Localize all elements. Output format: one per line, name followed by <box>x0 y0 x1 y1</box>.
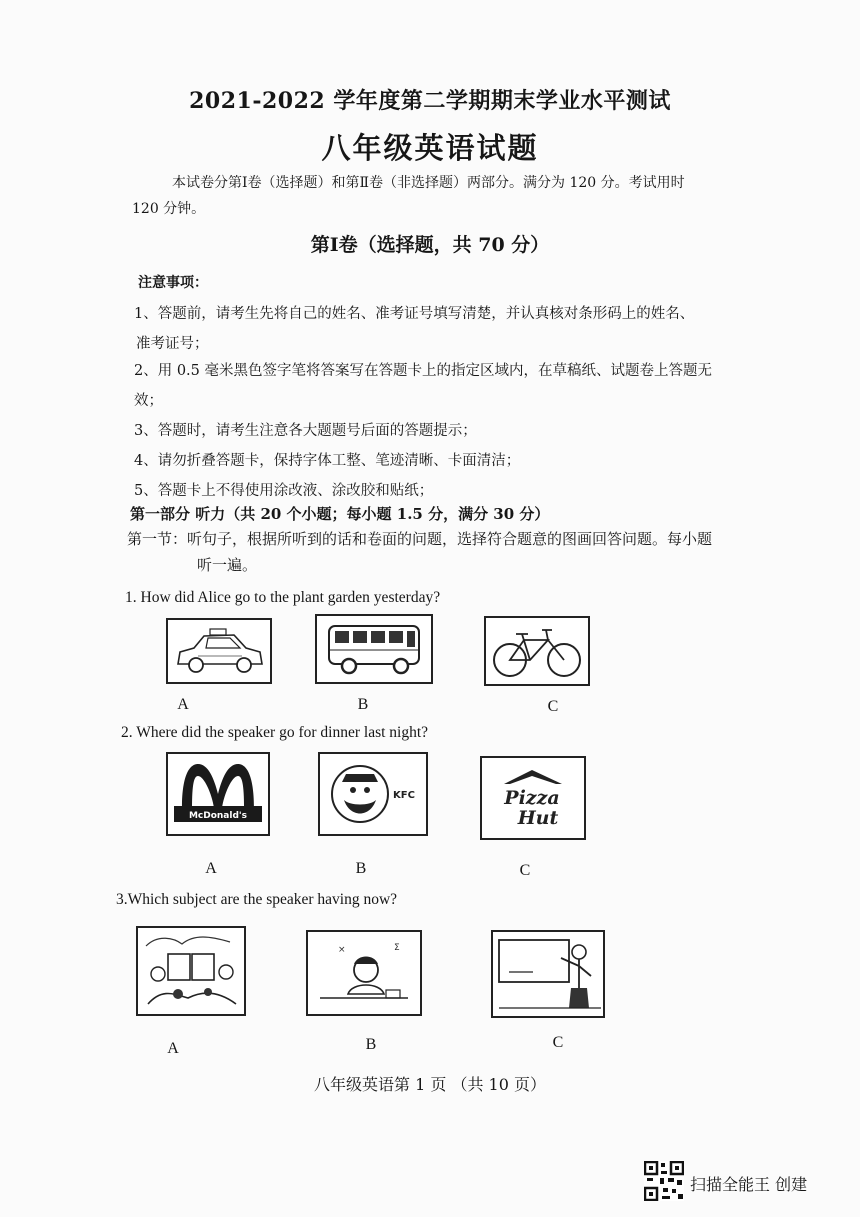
part-heading: 第一部分 听力（共 20 个小题；每小题 1.5 分，满分 30 分） <box>130 505 550 523</box>
exam-title-line1: 2021-2022 学年度第二学期期末学业水平测试 <box>189 88 671 114</box>
option-3b-label: B <box>365 1036 377 1053</box>
option-1c-image[interactable] <box>484 616 590 686</box>
intro-text-1: 本试卷分第Ⅰ卷（选择题）和第Ⅱ卷（非选择题）两部分。满分为 120 分。考试用时 <box>172 175 685 191</box>
scanner-watermark-text: 扫描全能王 创建 <box>690 1175 808 1194</box>
pizza-hut-logo <box>482 758 584 838</box>
svg-text:Σ: Σ <box>394 943 400 953</box>
hut-text: Hut <box>517 807 559 829</box>
section-title: 第Ⅰ卷（选择题，共 70 分） <box>310 234 550 256</box>
mcdonalds-logo <box>168 754 268 834</box>
question-1-text: 1. How did Alice go to the plant garden yesterday? <box>125 589 441 606</box>
art-class-picture <box>138 928 244 1014</box>
option-3c-label: C <box>552 1034 564 1051</box>
svg-text:×: × <box>338 945 346 955</box>
subsection-line-1: 第一节：听句子，根据所听到的话和卷面的问题，选择符合题意的图画回答问题。每小题 <box>127 530 713 548</box>
exam-title-line2: 八年级英语试题 <box>321 131 539 165</box>
note-item: 2、用 0.5 毫米黑色签字笔将答案写在答题卡上的指定区域内，在草稿纸、试题卷上答题无 <box>134 363 712 379</box>
option-1b-image[interactable] <box>315 614 433 684</box>
subsection-line-2: 听一遍。 <box>197 556 258 574</box>
notes-title: 注意事项： <box>138 275 208 291</box>
student-writing-picture <box>308 932 420 1014</box>
intro-paragraph <box>132 170 790 222</box>
option-1a-image[interactable] <box>166 618 272 684</box>
qr-code-icon <box>644 1161 684 1201</box>
note-item: 4、请勿折叠答题卡，保持字体工整、笔迹清晰、卡面清洁； <box>134 453 521 469</box>
option-2b-label: B <box>355 860 367 877</box>
page-footer: 八年级英语第 1 页 （共 10 页） <box>314 1075 546 1094</box>
option-3c-image[interactable] <box>491 930 605 1018</box>
bus-icon <box>317 616 431 682</box>
option-1c-label: C <box>547 698 559 715</box>
question-3-text: 3.Which subject are the speaker having now? <box>116 891 398 908</box>
option-2c-image[interactable] <box>480 756 586 840</box>
option-2b-image[interactable] <box>318 752 428 836</box>
option-2c-label: C <box>519 862 531 879</box>
note-item: 5、答题卡上不得使用涂改液、涂改胶和贴纸； <box>134 483 434 499</box>
note-item: 1、答题前，请考生先将自己的姓名、准考证号填写清楚，并认真核对条形码上的姓名、 <box>134 306 695 322</box>
bicycle-icon <box>486 618 588 684</box>
option-3a-label: A <box>167 1040 179 1057</box>
option-3a-image[interactable] <box>136 926 246 1016</box>
pizza-text: Pizza <box>504 787 560 809</box>
option-1a-label: A <box>177 696 189 713</box>
kfc-logo <box>320 754 426 834</box>
question-2-text: 2. Where did the speaker go for dinner last night? <box>121 724 429 741</box>
note-item: 准考证号； <box>136 336 209 352</box>
option-3b-image[interactable] <box>306 930 422 1016</box>
note-item: 效； <box>134 393 163 409</box>
mcdonalds-text: McDonald's <box>188 811 248 821</box>
teacher-blackboard-picture <box>493 932 603 1016</box>
option-2a-label: A <box>205 860 217 877</box>
kfc-text: KFC <box>393 790 415 801</box>
car-icon <box>168 620 270 682</box>
intro-text-2: 120 分钟。 <box>132 201 206 217</box>
option-2a-image[interactable] <box>166 752 270 836</box>
note-item: 3、答题时，请考生注意各大题题号后面的答题提示； <box>134 423 477 439</box>
option-1b-label: B <box>357 696 369 713</box>
subsection-instructions <box>127 526 787 578</box>
